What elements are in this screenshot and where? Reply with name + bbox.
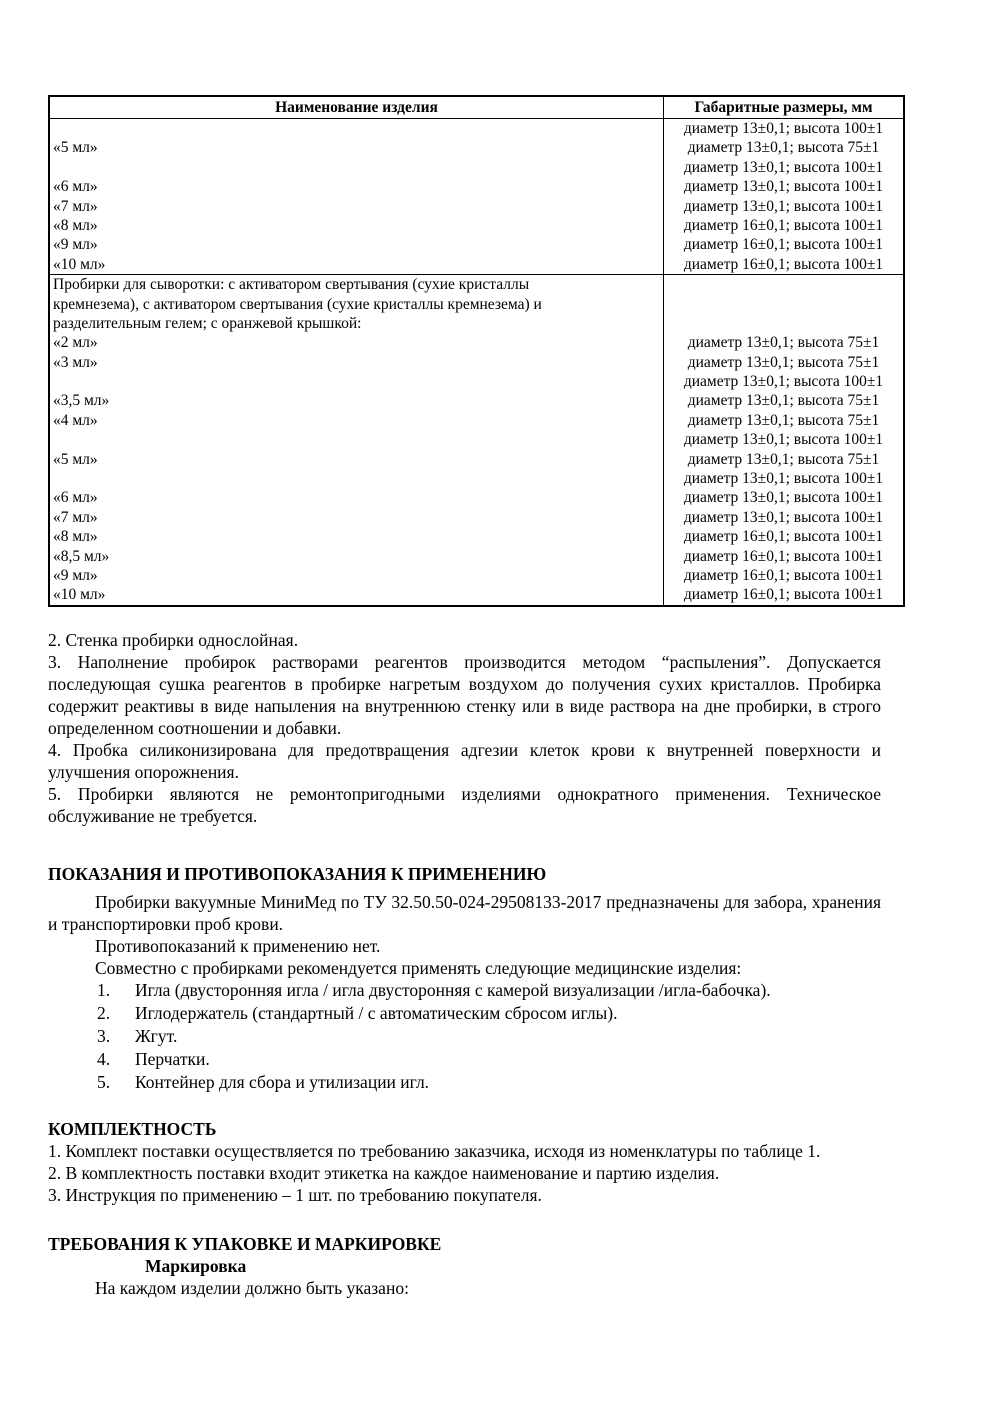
product-name-cell: «8 мл» (50, 216, 664, 235)
table-row (50, 197, 903, 216)
list-item-number: 1. (97, 980, 111, 1000)
table-row (50, 255, 903, 274)
completeness-item: 1. Комплект поставки осуществляется по требованию заказчика, исходя из номенклатуры по таблице 1. (48, 1141, 821, 1161)
table-row (50, 119, 903, 138)
list-item-text: Перчатки. (135, 1049, 210, 1069)
product-name-cell: «9 мл» (50, 566, 664, 585)
table-row (50, 138, 903, 157)
paragraph-single-use: 5. Пробирки являются не ремонтопригодными изделиями однократного применения. Техническое обслуживание не требуется. (48, 784, 881, 826)
paragraph-marking-intro: На каждом изделии должно быть указано: (95, 1278, 409, 1298)
completeness-item: 3. Инструкция по применению – 1 шт. по требованию покупателя. (48, 1185, 542, 1205)
heading-packaging: ТРЕБОВАНИЯ К УПАКОВКЕ И МАРКИРОВКЕ (48, 1234, 442, 1254)
list-item-number: 3. (97, 1026, 111, 1046)
list-item-text: Контейнер для сбора и утилизации игл. (135, 1072, 430, 1092)
table-intro-row (50, 275, 903, 294)
table-header-row (50, 97, 903, 119)
table-section-1 (50, 119, 903, 274)
product-size-cell: диаметр 13±0,1; высота 100±1 (683, 470, 884, 488)
table-row (50, 372, 903, 391)
table-row (50, 177, 903, 196)
table-intro-row (50, 314, 903, 333)
completeness-item: 2. В комплектность поставки входит этикетка на каждое наименование и партию изделия. (48, 1163, 720, 1183)
serum-intro-line: разделительным гелем; с оранжевой крышкой: (50, 314, 664, 333)
product-size-cell: диаметр 16±0,1; высота 100±1 (683, 255, 884, 273)
table-row (50, 585, 903, 604)
product-name-cell: «6 мл» (50, 488, 664, 507)
product-size-cell: диаметр 13±0,1; высота 100±1 (683, 158, 884, 176)
table-header-name: Наименование изделия (50, 97, 664, 118)
product-name-cell (50, 158, 664, 177)
list-item (97, 979, 881, 1002)
table-row (50, 488, 903, 507)
product-size-cell: диаметр 13±0,1; высота 75±1 (687, 334, 880, 352)
product-name-cell: «8,5 мл» (50, 547, 664, 566)
list-item-number: 5. (97, 1072, 111, 1092)
product-name-cell (50, 469, 664, 488)
product-size-cell: диаметр 16±0,1; высота 100±1 (683, 216, 884, 234)
product-name-cell: «4 мл» (50, 411, 664, 430)
list-item (97, 1025, 881, 1048)
paragraph-filling: 3. Наполнение пробирок растворами реагентов производится методом “распыления”. Допускается последующая сушка реагентов в пробирке нагретым воздухом до получения сухих кристаллов. Пробирка содержит реактивы в виде напыления на внутреннюю стенку или в виде раствора на дне пробирки, в строго определенном соотношении и добавки. (48, 652, 881, 738)
paragraph-tube-wall: 2. Стенка пробирки однослойная. (48, 630, 299, 650)
product-size-cell: диаметр 13±0,1; высота 75±1 (687, 139, 880, 157)
table-row (50, 430, 903, 449)
product-size-cell: диаметр 13±0,1; высота 75±1 (687, 411, 880, 429)
product-size-cell: диаметр 13±0,1; высота 75±1 (687, 392, 880, 410)
product-size-cell: диаметр 13±0,1; высота 100±1 (683, 178, 884, 196)
serum-intro-line: кремнезема), с активатором свертывания (сухие кристаллы кремнезема) и (50, 295, 664, 314)
table-row (50, 235, 903, 254)
product-size-cell: диаметр 16±0,1; высота 100±1 (683, 547, 884, 565)
product-name-cell: «6 мл» (50, 177, 664, 196)
document-body (48, 629, 881, 1299)
table-section-2 (50, 333, 903, 604)
table-row (50, 527, 903, 546)
product-size-cell: диаметр 16±0,1; высота 100±1 (683, 528, 884, 546)
product-name-cell: «10 мл» (50, 255, 664, 274)
list-item-text: Игла (двусторонняя игла / игла двусторонняя с камерой визуализации /игла-бабочка). (135, 980, 771, 1000)
product-name-cell: «3,5 мл» (50, 391, 664, 410)
table-row (50, 158, 903, 177)
paragraph-purpose: Пробирки вакуумные МиниМед по ТУ 32.50.50-024-29508133-2017 предназначены для забора, хранения и транспортировки проб крови. (48, 892, 881, 934)
product-size-cell: диаметр 16±0,1; высота 100±1 (683, 566, 884, 584)
product-size-cell: диаметр 13±0,1; высота 100±1 (683, 508, 884, 526)
product-size-cell: диаметр 13±0,1; высота 100±1 (683, 489, 884, 507)
product-size-cell: диаметр 13±0,1; высота 100±1 (683, 120, 884, 137)
paragraph-recommended-devices: Совместно с пробирками рекомендуется применять следующие медицинские изделия: (95, 958, 742, 978)
table-row (50, 216, 903, 235)
table-row (50, 450, 903, 469)
table-header-dims: Габаритные размеры, мм (694, 99, 873, 116)
product-name-cell (50, 430, 664, 449)
list-item-number: 4. (97, 1049, 111, 1069)
table-row (50, 566, 903, 585)
product-name-cell: «7 мл» (50, 197, 664, 216)
paragraph-stopper: 4. Пробка силиконизирована для предотвращения адгезии клеток крови к внутренней поверхности и улучшения опорожнения. (48, 740, 881, 782)
table-row (50, 411, 903, 430)
product-name-cell (50, 119, 664, 138)
product-name-cell: «8 мл» (50, 527, 664, 546)
list-item-text: Жгут. (135, 1026, 178, 1046)
product-name-cell: «9 мл» (50, 235, 664, 254)
product-size-cell: диаметр 13±0,1; высота 100±1 (683, 197, 884, 215)
list-item-text: Иглодержатель (стандартный / с автоматическим сбросом иглы). (135, 1003, 618, 1023)
product-name-cell: «5 мл» (50, 138, 664, 157)
table-row (50, 469, 903, 488)
product-name-cell: «5 мл» (50, 450, 664, 469)
product-name-cell: «7 мл» (50, 508, 664, 527)
list-item (97, 1002, 881, 1025)
product-name-cell: «10 мл» (50, 585, 664, 604)
list-item (97, 1048, 881, 1071)
paragraph-contraindications: Противопоказаний к применению нет. (95, 936, 381, 956)
product-size-cell: диаметр 13±0,1; высота 75±1 (687, 353, 880, 371)
table-row (50, 333, 903, 352)
product-name-cell: «3 мл» (50, 353, 664, 372)
serum-intro-line: Пробирки для сыворотки: с активатором свертывания (сухие кристаллы (50, 275, 664, 294)
table-row (50, 391, 903, 410)
product-size-cell: диаметр 13±0,1; высота 100±1 (683, 431, 884, 449)
product-name-cell (50, 372, 664, 391)
table-section-2-intro (50, 274, 903, 333)
subheading-marking: Маркировка (145, 1256, 247, 1276)
completeness-list (48, 1140, 881, 1206)
product-table (48, 95, 905, 607)
recommended-devices-list (48, 979, 881, 1094)
heading-indications: ПОКАЗАНИЯ И ПРОТИВОПОКАЗАНИЯ К ПРИМЕНЕНИЮ (48, 864, 547, 884)
heading-completeness: КОМПЛЕКТНОСТЬ (48, 1119, 217, 1139)
table-row (50, 353, 903, 372)
table-row (50, 508, 903, 527)
product-size-cell: диаметр 16±0,1; высота 100±1 (683, 586, 884, 604)
list-item-number: 2. (97, 1003, 111, 1023)
product-size-cell: диаметр 13±0,1; высота 100±1 (683, 373, 884, 391)
product-size-cell: диаметр 13±0,1; высота 75±1 (687, 450, 880, 468)
table-intro-row (50, 295, 903, 314)
table-row (50, 547, 903, 566)
list-item (97, 1071, 881, 1094)
product-size-cell: диаметр 16±0,1; высота 100±1 (683, 236, 884, 254)
product-name-cell: «2 мл» (50, 333, 664, 352)
